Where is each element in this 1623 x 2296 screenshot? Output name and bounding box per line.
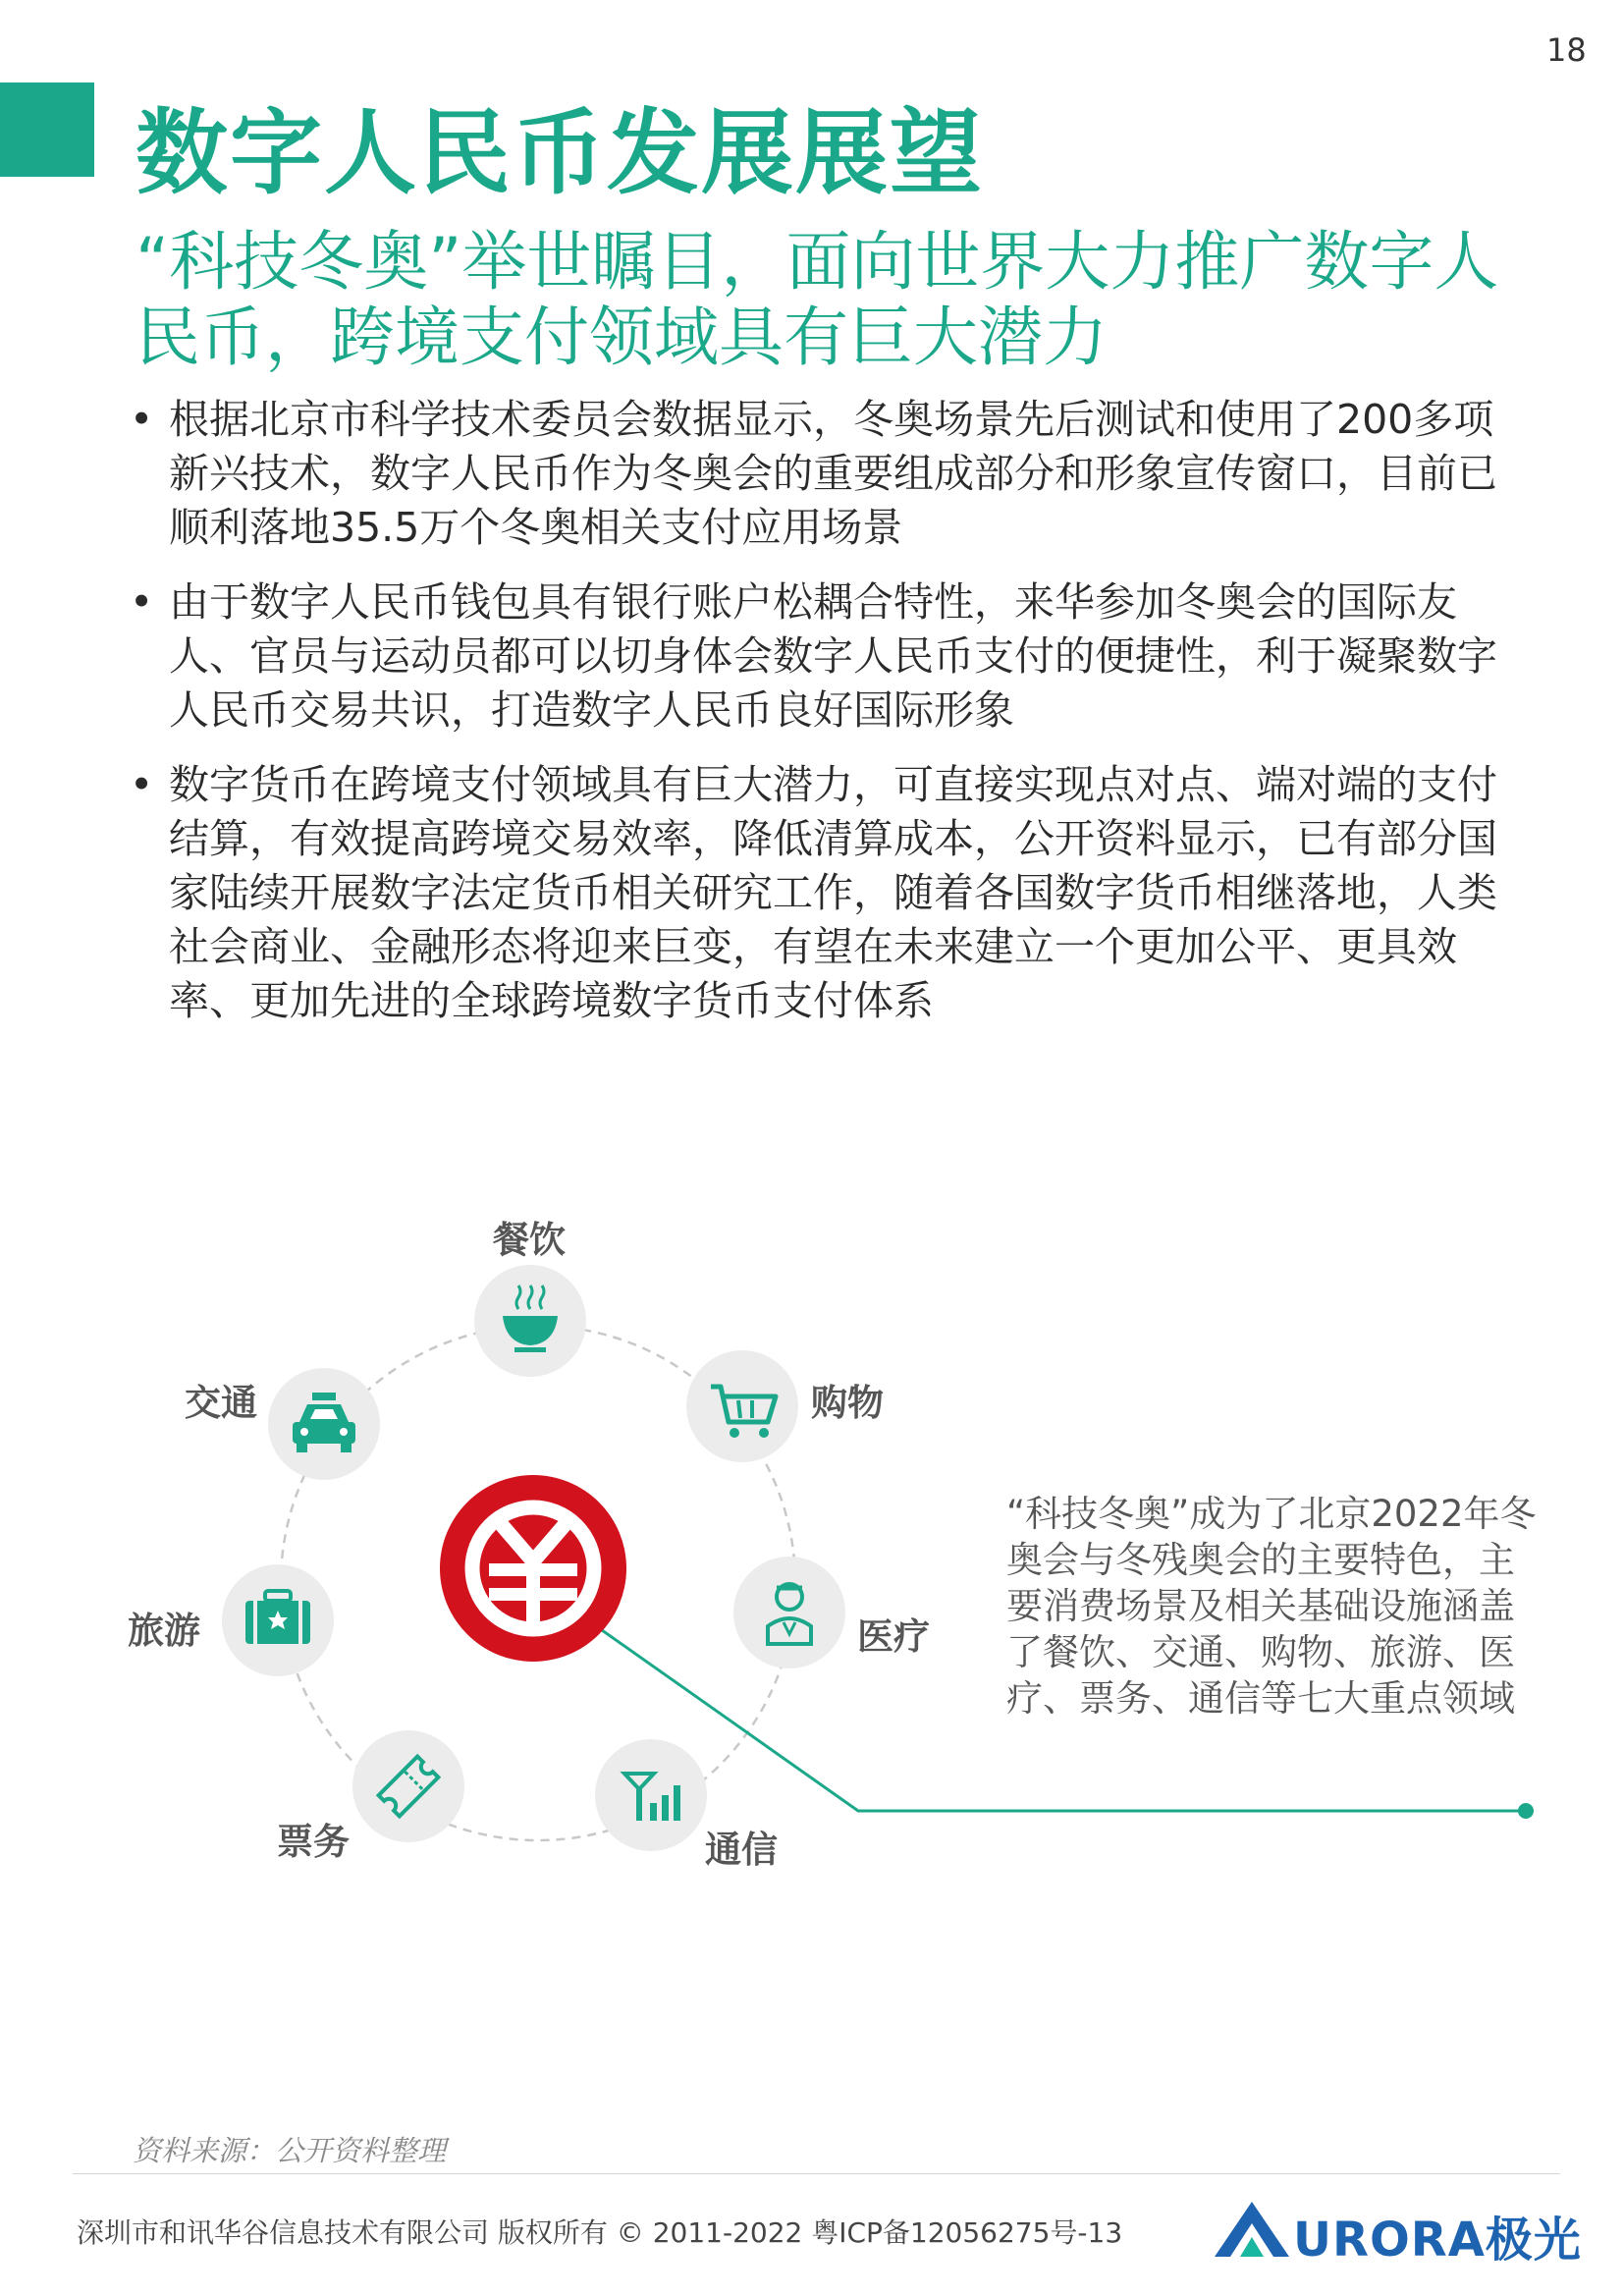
connector-dot: [1518, 1803, 1534, 1819]
food-bowl-icon: [474, 1265, 586, 1377]
bullet-item: [128, 758, 1522, 1028]
title-accent-bar: [0, 82, 94, 177]
node-label-food: 餐饮: [493, 1219, 566, 1261]
footer-copyright: 深圳市和讯华谷信息技术有限公司 版权所有 © 2011-2022 粤ICP备12056275号-13: [77, 2216, 1123, 2249]
node-label-ticketing: 票务: [277, 1821, 350, 1863]
page-title: 数字人民币发展展望: [135, 100, 985, 207]
bullet-text: 数字货币在跨境支付领域具有巨大潜力，可直接实现点对点、端对端的支付结算，有效提高跨境交易效率，降低清算成本，公开资料显示，已有部分国家陆续开展数字法定货币相关研究工作，随着各国数字货币相继落地，人类社会商业、金融形态将迎来巨变，有望在未来建立一个更加公平、更具效率、更加先进的全球跨境数字货币支付体系: [169, 761, 1497, 1024]
doctor-icon: [733, 1557, 845, 1668]
bullet-dot-icon: •: [130, 396, 154, 443]
signal-icon: [595, 1739, 707, 1851]
diagram-description: “科技冬奥”成为了北京2022年冬奥会与冬残奥会的主要特色，主要消费场景及相关基础设施涵盖了餐饮、交通、购物、旅游、医疗、票务、通信等七大重点领域: [1006, 1493, 1537, 1720]
node-label-medical: 医疗: [857, 1615, 930, 1658]
bullet-dot-icon: •: [130, 761, 154, 808]
bullet-item: [128, 575, 1522, 738]
shopping-cart-icon: [686, 1350, 798, 1462]
bullet-text: 由于数字人民币钱包具有银行账户松耦合特性，来华参加冬奥会的国际友人、官员与运动员都可以切身体会数字人民币支付的便捷性，利于凝聚数字人民币交易共识，打造数字人民币良好国际形象: [169, 578, 1497, 734]
bullet-list: [128, 393, 1522, 1049]
bullet-item: [128, 393, 1522, 555]
ticket-icon: [352, 1730, 464, 1842]
logo-text: URORA极光: [1293, 2213, 1582, 2268]
bullet-text: 根据北京市科学技术委员会数据显示，冬奥场景先后测试和使用了200多项新兴技术，数字人民币作为冬奥会的重要组成部分和形象宣传窗口，目前已顺利落地35.5万个冬奥相关支付应用场景: [169, 396, 1497, 551]
node-label-travel: 旅游: [128, 1610, 200, 1652]
source-note: 资料来源：公开资料整理: [133, 2134, 447, 2167]
node-label-shopping: 购物: [811, 1382, 884, 1424]
footer-divider: [73, 2173, 1560, 2174]
node-label-transport: 交通: [185, 1382, 257, 1424]
suitcase-icon: [222, 1564, 334, 1676]
car-icon: [268, 1368, 380, 1480]
bullet-dot-icon: •: [130, 578, 154, 626]
digital-rmb-logo-icon: [440, 1475, 626, 1662]
page-number: 18: [1546, 31, 1587, 69]
page-subtitle: “科技冬奥”举世瞩目，面向世界大力推广数字人民币，跨境支付领域具有巨大潜力: [135, 224, 1499, 375]
node-label-telecom: 通信: [705, 1829, 778, 1871]
